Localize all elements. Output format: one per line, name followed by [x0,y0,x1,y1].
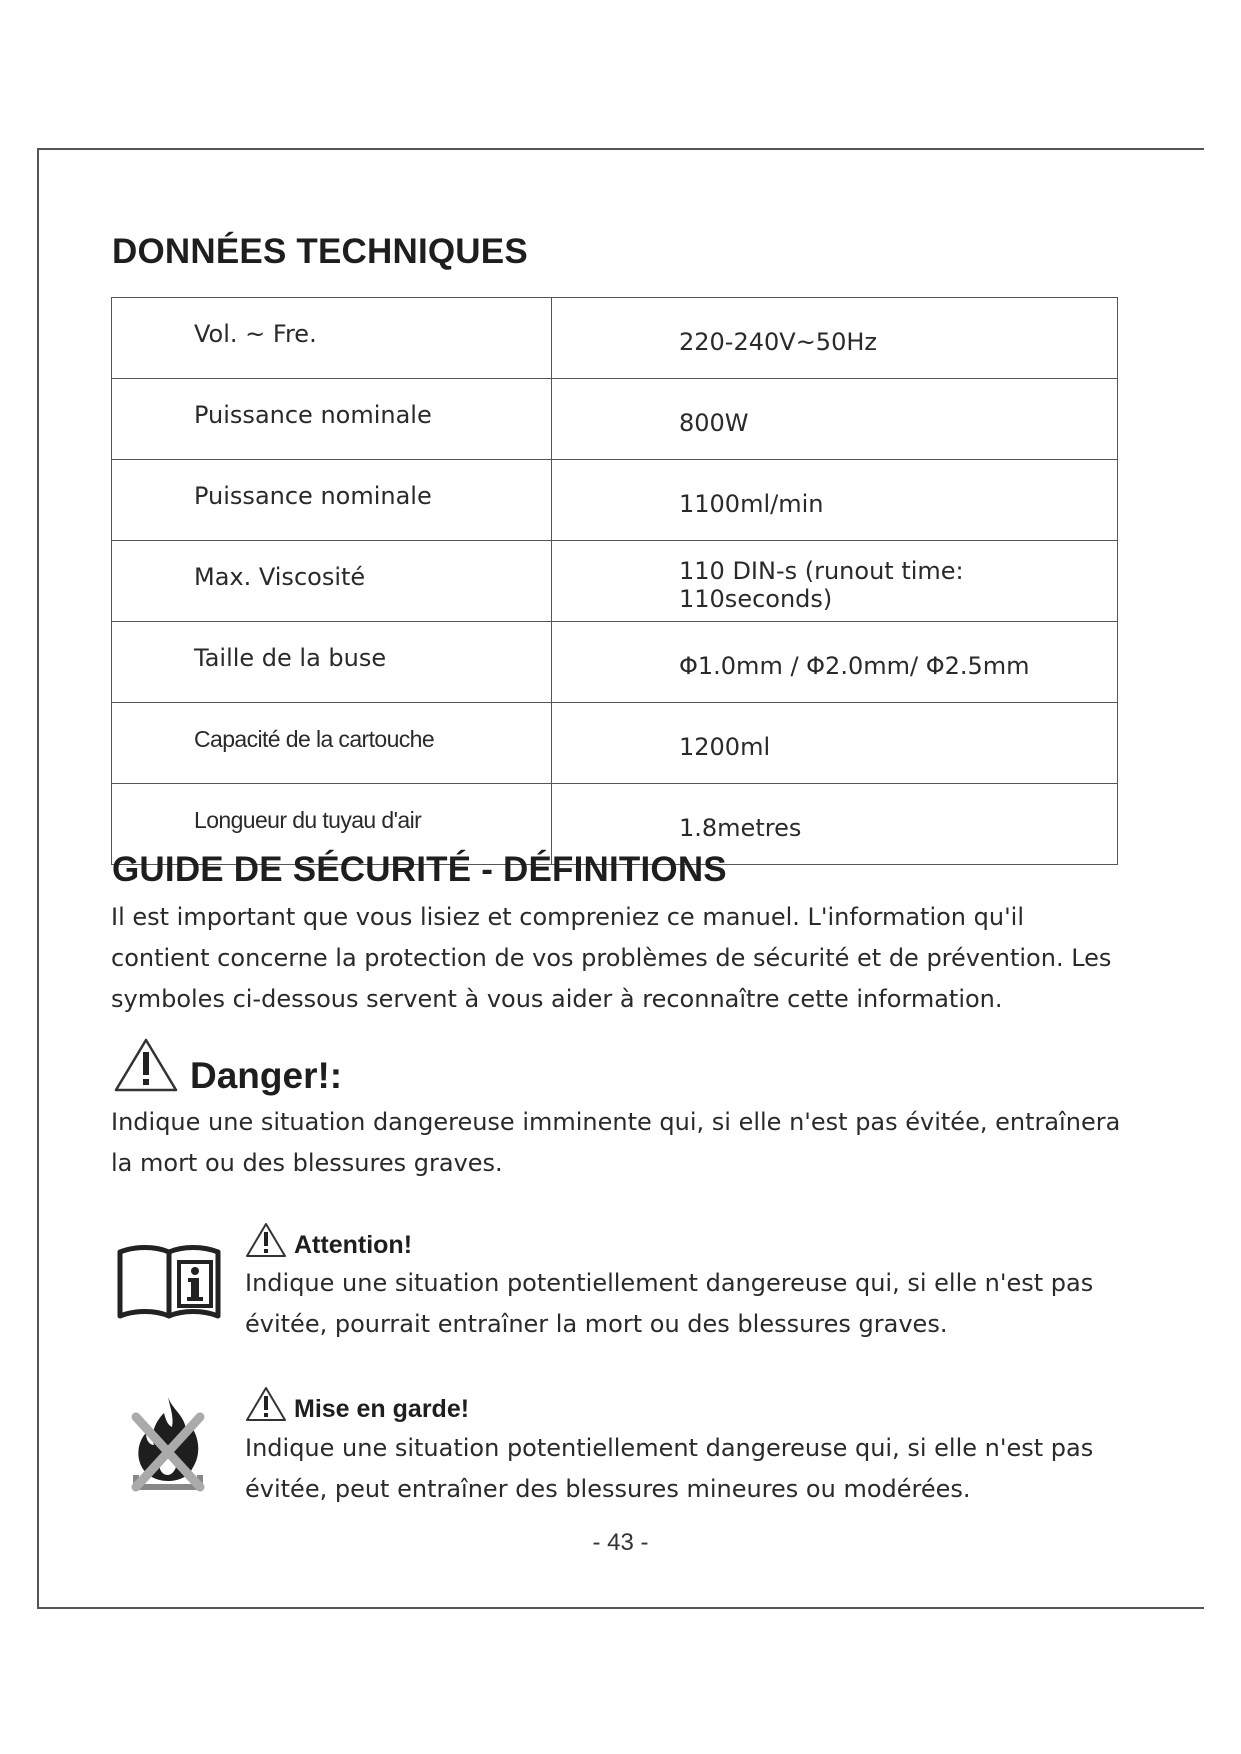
safety-intro-text: Il est important que vous lisiez et compreniez ce manuel. L'information qu'il contient concerne la protection de vos problèmes de sécurité et de prévention. Les symboles ci-dessous servent à vous aider à reconnaître cette information. [111,903,1112,1013]
spec-value: 110 DIN-s (runout time: 110seconds) [552,541,1118,622]
table-row [112,541,1118,622]
warning-title: Mise en garde! [294,1395,470,1423]
attention-title: Attention! [294,1231,413,1259]
spec-label: Vol. ~ Fre. [112,298,552,379]
page-frame-left [37,148,39,1608]
page-number: - 43 - [592,1529,649,1556]
spec-label: Longueur du tuyau d'air [112,784,552,865]
spec-label: Max. Viscosité [112,541,552,622]
warning-triangle-icon [245,1222,287,1258]
warning-description: Indique une situation potentiellement dangereuse qui, si elle n'est pas évitée, peut entraîner des blessures mineures ou modérées. [245,1434,1094,1503]
warning-triangle-icon [113,1037,179,1093]
table-row [112,298,1118,379]
page-frame-bottom [37,1607,1204,1609]
page-frame-top [37,148,1204,150]
spec-table [111,297,1118,865]
spec-label: Taille de la buse [112,622,552,703]
spec-value: Φ1.0mm / Φ2.0mm/ Φ2.5mm [552,622,1118,703]
table-row [112,703,1118,784]
no-open-flame-icon [128,1395,208,1495]
tech-data-title: DONNÉES TECHNIQUES [112,232,528,271]
danger-description: Indique une situation dangereuse imminente qui, si elle n'est pas évitée, entraînera la mort ou des blessures graves. [111,1108,1121,1177]
spec-value: 220-240V~50Hz [552,298,1118,379]
table-row [112,460,1118,541]
spec-value: 1.8metres [552,784,1118,865]
spec-value: 1200ml [552,703,1118,784]
spec-label: Puissance nominale [112,460,552,541]
attention-description: Indique une situation potentiellement dangereuse qui, si elle n'est pas évitée, pourrait entraîner la mort ou des blessures graves. [245,1269,1094,1338]
table-row [112,622,1118,703]
spec-value: 1100ml/min [552,460,1118,541]
spec-label: Capacité de la cartouche [112,703,552,784]
spec-label: Puissance nominale [112,379,552,460]
warning-triangle-icon [245,1386,287,1422]
danger-title: Danger!: [190,1055,343,1096]
read-manual-icon [115,1244,223,1324]
safety-guide-title: GUIDE DE SÉCURITÉ - DÉFINITIONS [112,850,727,889]
table-row [112,379,1118,460]
spec-value: 800W [552,379,1118,460]
